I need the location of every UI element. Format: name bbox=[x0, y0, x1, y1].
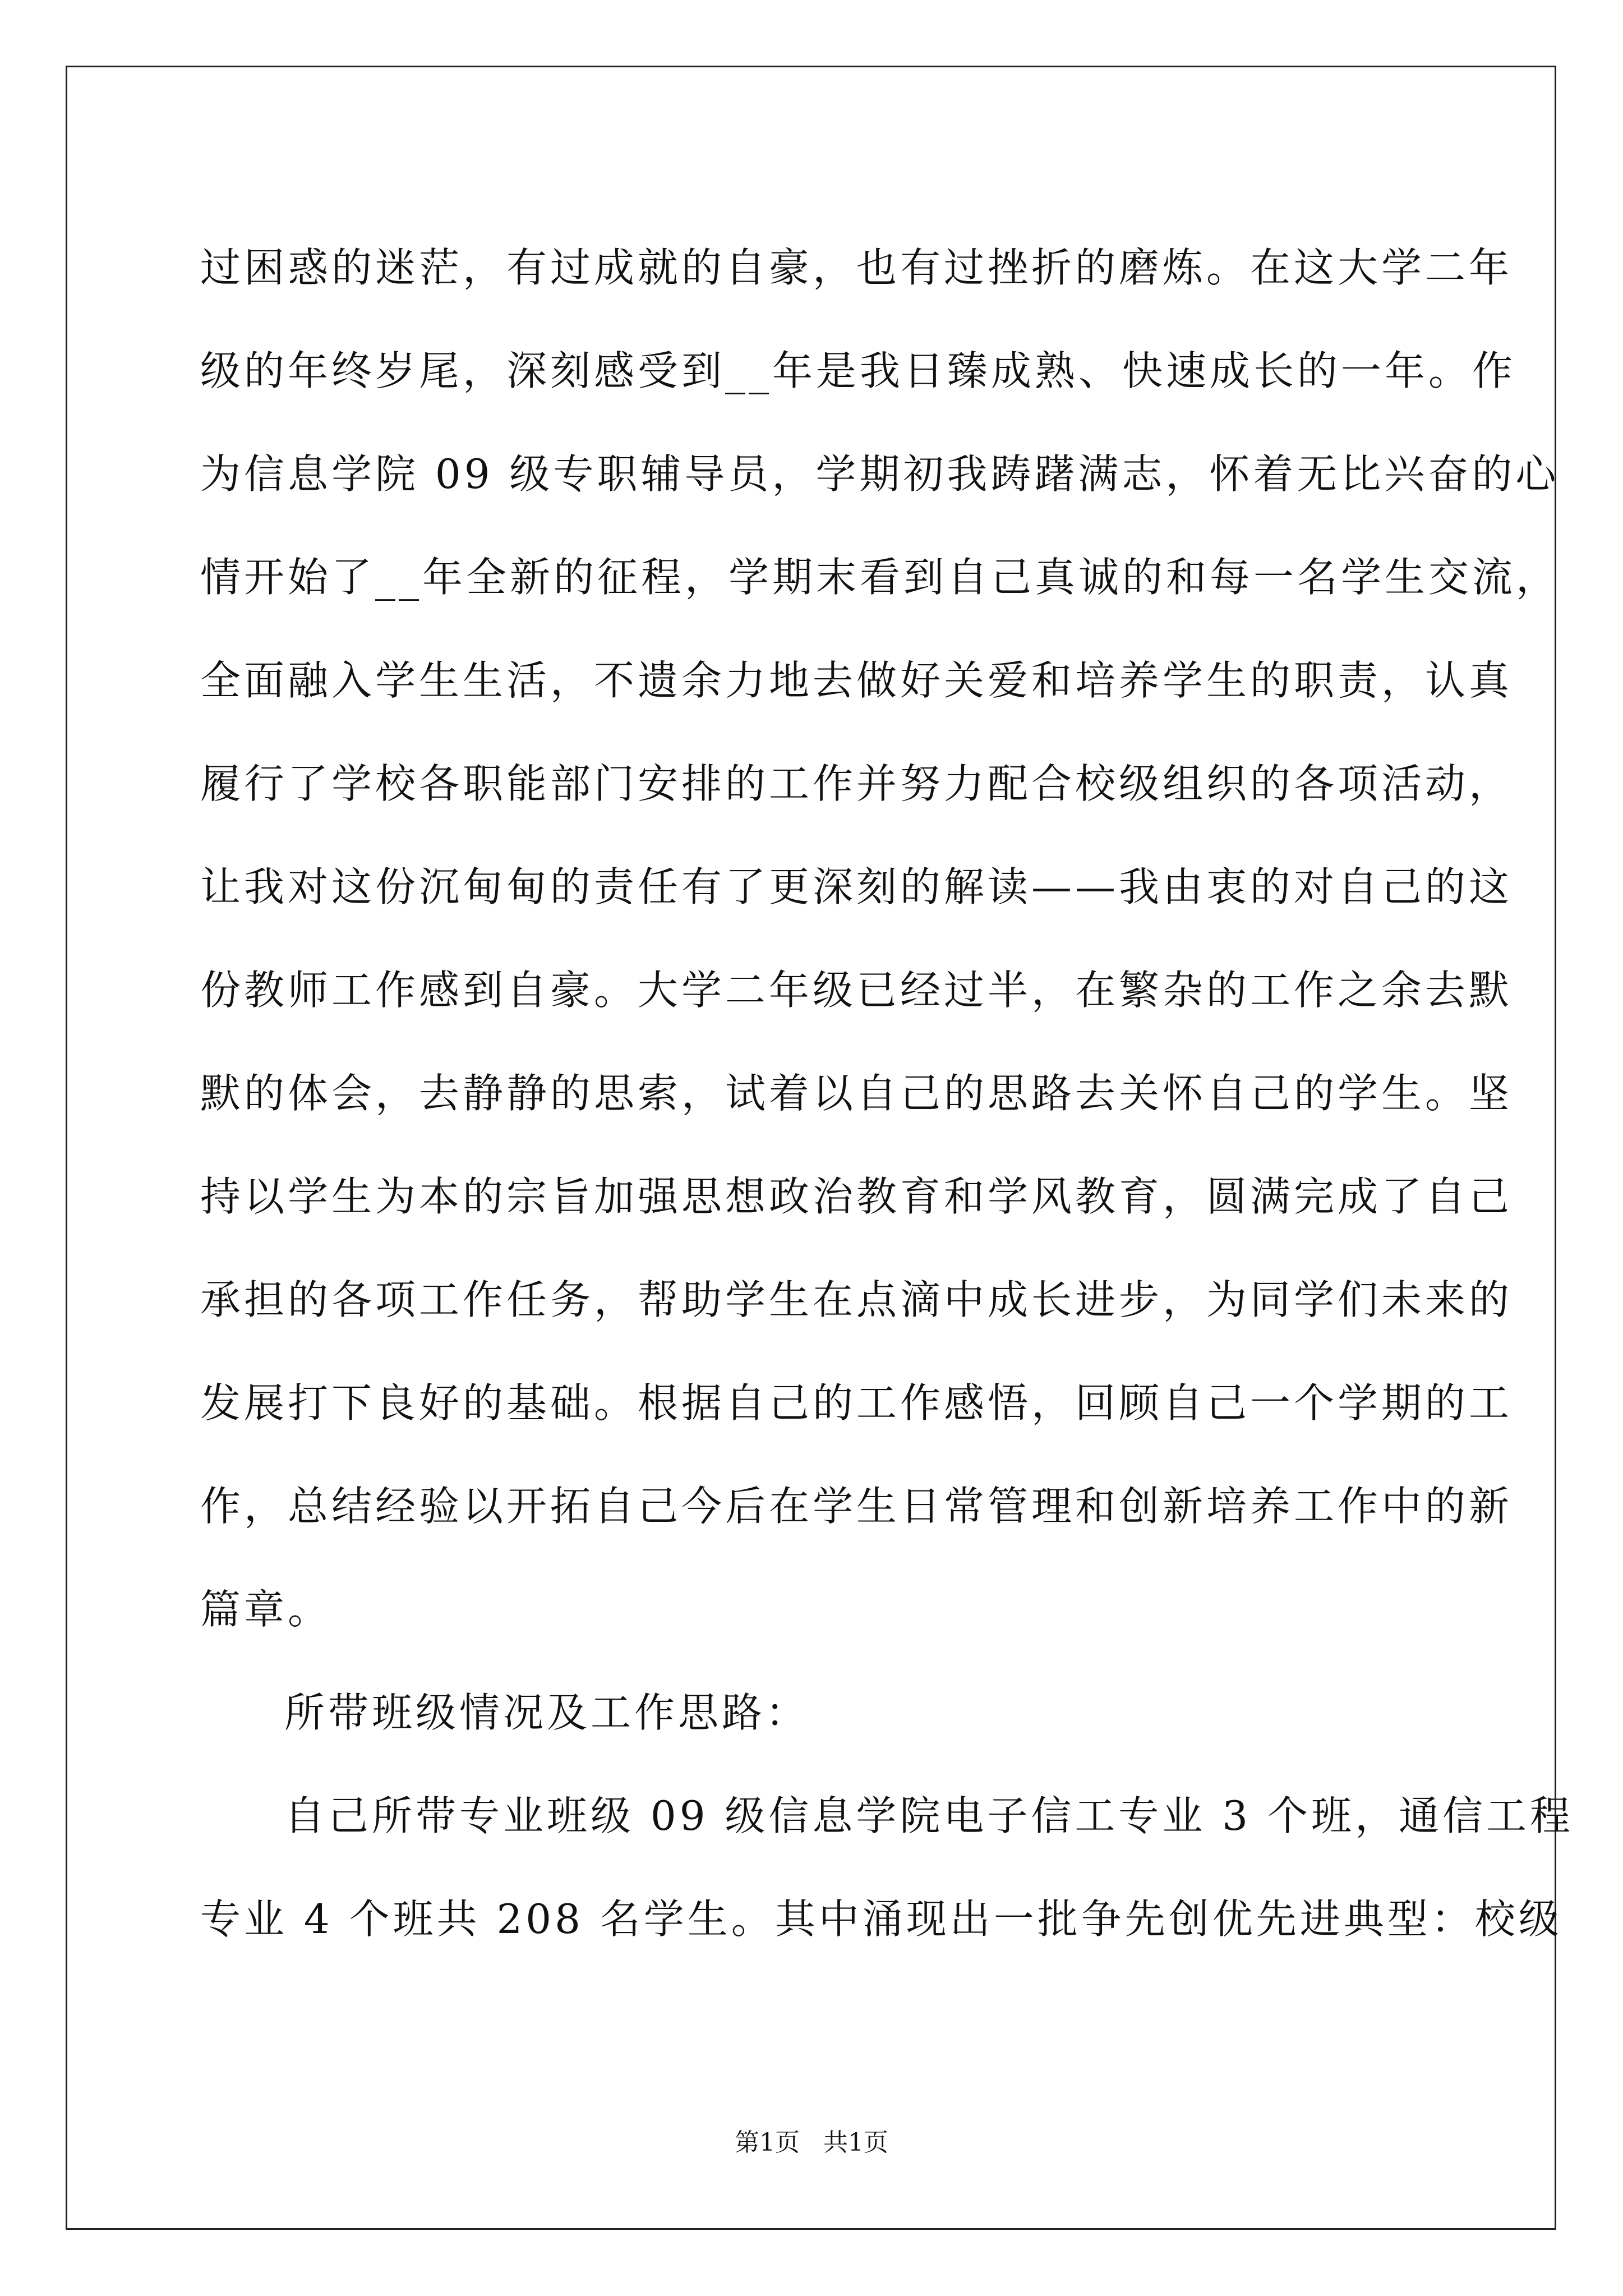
text-line: 级的年终岁尾，深刻感受到__年是我日臻成熟、快速成长的一年。作 bbox=[200, 347, 1516, 394]
page-footer: 第1页 共1页 bbox=[735, 2128, 888, 2157]
text-line: 篇章。 bbox=[200, 1586, 332, 1633]
text-line: 持以学生为本的宗旨加强思想政治教育和学风教育，圆满完成了自己 bbox=[200, 1173, 1513, 1220]
text-line: 发展打下良好的基础。根据自己的工作感悟，回顾自己一个学期的工 bbox=[200, 1379, 1513, 1427]
text-line: 过困惑的迷茫，有过成就的自豪，也有过挫折的磨炼。在这大学二年 bbox=[200, 244, 1513, 291]
text-line: 默的体会，去静静的思索，试着以自己的思路去关怀自己的学生。坚 bbox=[200, 1070, 1513, 1117]
text-line: 情开始了__年全新的征程，学期末看到自己真诚的和每一名学生交流， bbox=[200, 554, 1560, 601]
text-line: 份教师工作感到自豪。大学二年级已经过半，在繁杂的工作之余去默 bbox=[200, 967, 1513, 1014]
document-body bbox=[200, 216, 1574, 1971]
text-line: 自己所带专业班级 09 级信息学院电子信工专业 3 个班，通信工程 bbox=[284, 1792, 1574, 1839]
text-line: 作，总结经验以开拓自己今后在学生日常管理和创新培养工作中的新 bbox=[200, 1483, 1513, 1530]
text-line: 全面融入学生生活，不遗余力地去做好关爱和培养学生的职责，认真 bbox=[200, 657, 1513, 704]
text-line: 为信息学院 09 级专职辅导员，学期初我踌躇满志，怀着无比兴奋的心 bbox=[200, 450, 1560, 498]
text-line: 专业 4 个班共 208 名学生。其中涌现出一批争先创优先进典型：校级 bbox=[200, 1895, 1562, 1943]
text-line: 承担的各项工作任务，帮助学生在点滴中成长进步，为同学们未来的 bbox=[200, 1276, 1513, 1323]
text-line: 履行了学校各职能部门安排的工作并努力配合校级组织的各项活动， bbox=[200, 760, 1513, 807]
section-heading: 所带班级情况及工作思路： bbox=[284, 1689, 810, 1736]
text-line: 让我对这份沉甸甸的责任有了更深刻的解读——我由衷的对自己的这 bbox=[200, 863, 1513, 910]
